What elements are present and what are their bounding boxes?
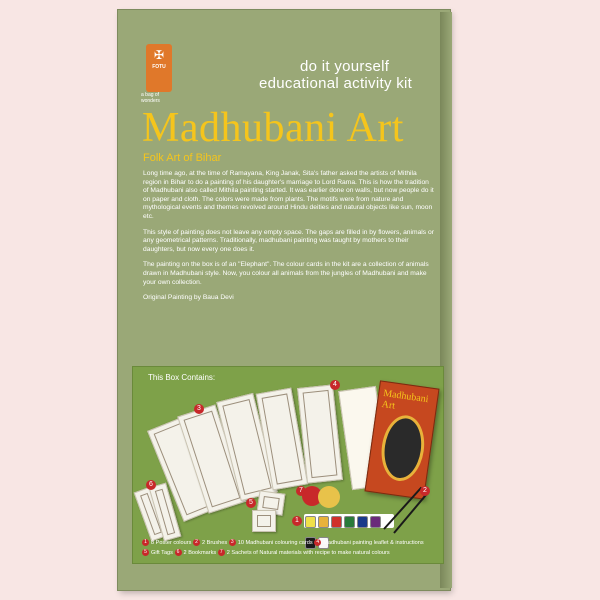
brand-tagline: a bag of wonders	[141, 92, 160, 104]
paint-pot	[331, 516, 342, 528]
legend-item	[142, 550, 175, 556]
legend-text: 2 Brushes	[201, 540, 229, 546]
legend-number: 6	[175, 549, 182, 556]
story-paragraph-3: The painting on the box is of an "Elephant". The colour cards in the kit are a collection of animals drawn in Madhubani style. Now, you colour all animals from the jungles of Madhubani and make your own collection.	[143, 261, 429, 286]
sachet-yellow	[318, 486, 340, 508]
story-paragraph-1: Long time ago, at the time of Ramayana, King Janak, Sita's father asked the artists of Mithila region in Bihar to do a painting of his daughter's marriage to Lord Rama. This is how the tradition of Madhubani also called Mithila painting started. It was earlier done on walls, but now people do it on paper and cloth. The colors were made from plants. The motifs were from nature and mythological events and themes revolved around Hindu deities and natural objects like sun, moon etc.	[143, 170, 434, 220]
legend-item	[175, 550, 218, 556]
legend-number: 7	[218, 549, 225, 556]
paint-pot	[305, 516, 316, 528]
legend-number: 1	[142, 539, 149, 546]
painting-credit: Original Painting by Baua Devi	[143, 294, 234, 302]
legend-text: 2 Bookmarks	[183, 550, 218, 556]
legend-text: 8 Poster colours	[151, 540, 193, 546]
legend-text: Madhubani painting leaflet & instructions	[323, 540, 424, 546]
poster-colours	[304, 514, 394, 528]
legend-item	[314, 540, 423, 546]
header-line-1: do it yourself	[300, 58, 390, 75]
legend-number: 4	[314, 539, 321, 546]
paint-pot	[318, 516, 329, 528]
product-title: Madhubani Art	[142, 105, 404, 151]
brand-logo	[146, 44, 172, 92]
box-contents-title: This Box Contains:	[148, 373, 216, 382]
marker-2: 2	[420, 486, 430, 496]
legend-text: Gift Tags	[151, 550, 175, 556]
paint-pot	[370, 516, 381, 528]
marker-1: 1	[292, 516, 302, 526]
marker-3: 3	[194, 404, 204, 414]
logo-text: FOTU	[152, 64, 166, 70]
booklet-motif	[377, 413, 428, 484]
marker-5: 5	[246, 498, 256, 508]
legend-number: 2	[193, 539, 200, 546]
legend-item	[142, 540, 193, 546]
header-line-2: educational activity kit	[259, 75, 413, 92]
marker-7: 7	[296, 486, 306, 496]
marker-4: 4	[330, 380, 340, 390]
legend-number: 5	[142, 549, 149, 556]
logo-mark: ✠	[153, 48, 165, 62]
paint-pot	[357, 516, 368, 528]
booklet-title: Madhubani Art	[381, 387, 430, 412]
product-subtitle: Folk Art of Bihar	[143, 152, 222, 164]
marker-6: 6	[146, 480, 156, 490]
legend-number: 3	[229, 539, 236, 546]
legend-text: 2 Sachets of Natural materials with recipe to make natural colours	[226, 550, 390, 556]
story-text	[143, 170, 435, 310]
contents-legend	[142, 538, 442, 558]
legend-item	[218, 550, 390, 556]
legend-text: 10 Madhubani colouring cards	[237, 540, 315, 546]
legend-item	[229, 540, 315, 546]
paint-pot	[344, 516, 355, 528]
legend-item	[193, 540, 229, 546]
story-paragraph-2: This style of painting does not leave any empty space. The gaps are filled in by flowers, animals or any geometrical patterns. Traditionally, madhubani painting was taught by mothers to their daughters, but now every one does it.	[143, 228, 434, 253]
gift-tag	[252, 510, 276, 532]
